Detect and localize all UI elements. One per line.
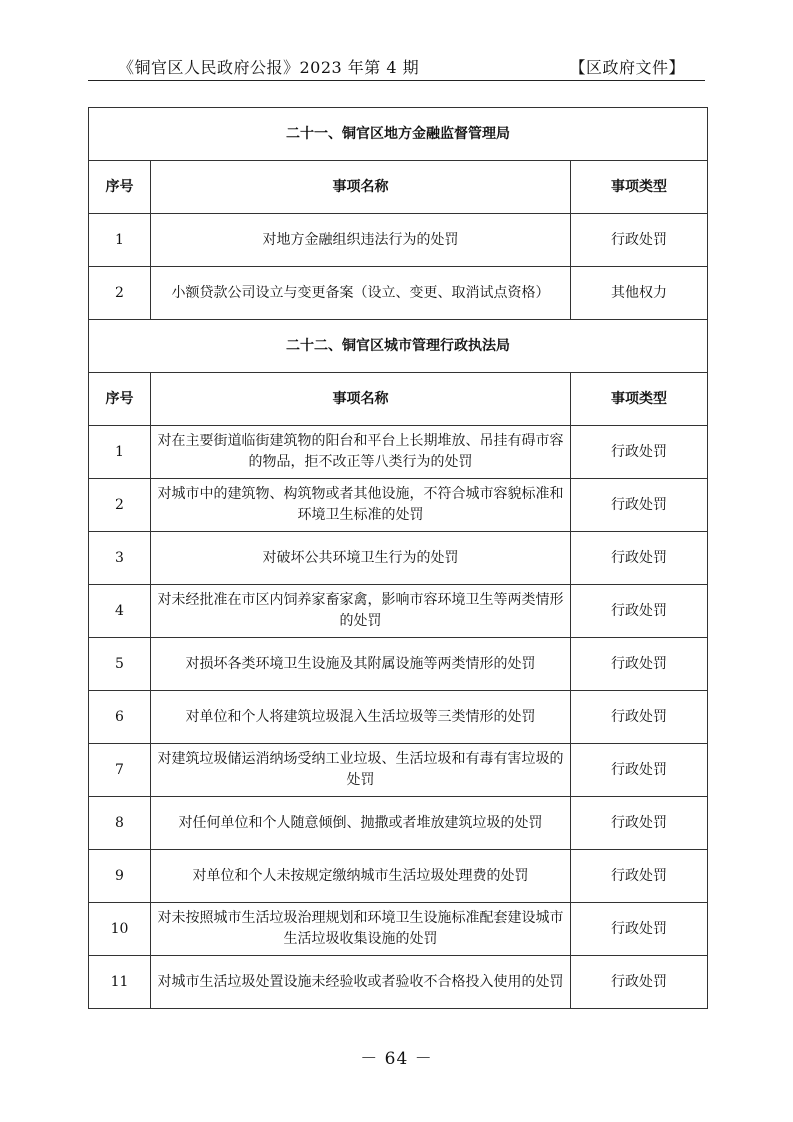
section-title: 二十一、铜官区地方金融监督管理局 (89, 108, 708, 161)
row-item-name: 对地方金融组织违法行为的处罚 (151, 214, 571, 267)
section-title: 二十二、铜官区城市管理行政执法局 (89, 320, 708, 373)
row-number: 2 (89, 479, 151, 532)
table-row (89, 850, 708, 903)
table-row (89, 638, 708, 691)
row-item-name: 对损坏各类环境卫生设施及其附属设施等两类情形的处罚 (151, 638, 571, 691)
items-table-body (89, 108, 708, 1009)
row-number: 4 (89, 585, 151, 638)
column-header-name: 事项名称 (151, 161, 571, 214)
column-header-name: 事项名称 (151, 373, 571, 426)
row-item-type: 行政处罚 (571, 585, 708, 638)
row-number: 1 (89, 214, 151, 267)
row-item-name: 对未经批准在市区内饲养家畜家禽，影响市容环境卫生等两类情形的处罚 (151, 585, 571, 638)
row-number: 6 (89, 691, 151, 744)
table-row (89, 691, 708, 744)
row-item-type: 行政处罚 (571, 479, 708, 532)
row-item-name: 对在主要街道临街建筑物的阳台和平台上长期堆放、吊挂有碍市容的物品，拒不改正等八类行为的处罚 (151, 426, 571, 479)
table-row (89, 903, 708, 956)
row-item-name: 对单位和个人未按规定缴纳城市生活垃圾处理费的处罚 (151, 850, 571, 903)
table-row (89, 585, 708, 638)
column-header-row (89, 373, 708, 426)
row-number: 7 (89, 744, 151, 797)
row-number: 9 (89, 850, 151, 903)
row-item-name: 对破坏公共环境卫生行为的处罚 (151, 532, 571, 585)
row-item-name: 对单位和个人将建筑垃圾混入生活垃圾等三类情形的处罚 (151, 691, 571, 744)
row-item-type: 行政处罚 (571, 956, 708, 1009)
row-item-name: 对建筑垃圾储运消纳场受纳工业垃圾、生活垃圾和有毒有害垃圾的处罚 (151, 744, 571, 797)
table-row (89, 267, 708, 320)
row-item-name: 小额贷款公司设立与变更备案（设立、变更、取消试点资格） (151, 267, 571, 320)
column-header-type: 事项类型 (571, 161, 708, 214)
row-item-name: 对任何单位和个人随意倾倒、抛撒或者堆放建筑垃圾的处罚 (151, 797, 571, 850)
row-item-type: 行政处罚 (571, 797, 708, 850)
row-number: 2 (89, 267, 151, 320)
row-number: 10 (89, 903, 151, 956)
table-row (89, 744, 708, 797)
row-item-type: 行政处罚 (571, 532, 708, 585)
section-title-row (89, 108, 708, 161)
section-label: 【区政府文件】 (569, 58, 685, 77)
row-item-type: 行政处罚 (571, 850, 708, 903)
row-item-type: 行政处罚 (571, 214, 708, 267)
row-number: 1 (89, 426, 151, 479)
row-item-type: 行政处罚 (571, 903, 708, 956)
row-item-type: 其他权力 (571, 267, 708, 320)
page-number: － 64 － (360, 1049, 433, 1069)
row-number: 11 (89, 956, 151, 1009)
page-header (118, 52, 685, 78)
column-header-no: 序号 (89, 373, 151, 426)
column-header-no: 序号 (89, 161, 151, 214)
publication-title: 《铜官区人民政府公报》2023 年第 4 期 (118, 58, 420, 77)
row-item-name: 对未按照城市生活垃圾治理规划和环境卫生设施标准配套建设城市生活垃圾收集设施的处罚 (151, 903, 571, 956)
table-row (89, 479, 708, 532)
row-number: 5 (89, 638, 151, 691)
row-item-name: 对城市生活垃圾处置设施未经验收或者验收不合格投入使用的处罚 (151, 956, 571, 1009)
row-number: 8 (89, 797, 151, 850)
row-item-name: 对城市中的建筑物、构筑物或者其他设施，不符合城市容貌标准和环境卫生标准的处罚 (151, 479, 571, 532)
row-item-type: 行政处罚 (571, 744, 708, 797)
table-row (89, 214, 708, 267)
column-header-type: 事项类型 (571, 373, 708, 426)
section-title-row (89, 320, 708, 373)
table-row (89, 956, 708, 1009)
row-item-type: 行政处罚 (571, 638, 708, 691)
table-row (89, 426, 708, 479)
table-row (89, 532, 708, 585)
row-number: 3 (89, 532, 151, 585)
column-header-row (89, 161, 708, 214)
header-divider (88, 80, 705, 81)
table-row (89, 797, 708, 850)
items-table (88, 107, 708, 1009)
row-item-type: 行政处罚 (571, 691, 708, 744)
row-item-type: 行政处罚 (571, 426, 708, 479)
